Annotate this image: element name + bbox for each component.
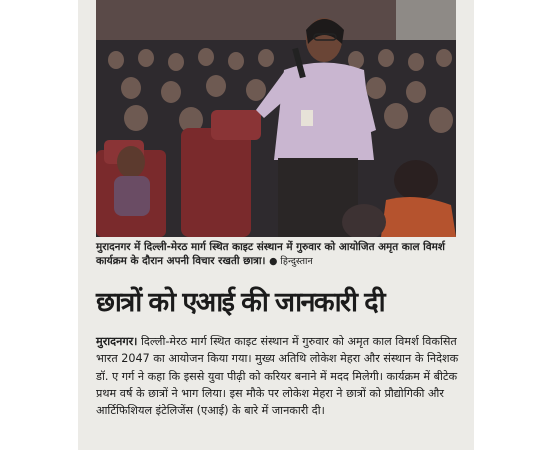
auditorium-scene xyxy=(96,0,456,237)
headline: छात्रों को एआई की जानकारी दी xyxy=(96,287,384,318)
caption-text: मुरादनगर में दिल्ली-मेरठ मार्ग स्थित काइट संस्थान में गुरुवार को आयोजित अमृत काल विमर्श कार्यक्रम के दौरान अपनी विचार रखती छात्रा। xyxy=(96,241,445,267)
article-text: दिल्ली-मेरठ मार्ग स्थित काइट संस्थान में गुरुवार को अमृत काल विमर्श विकसित भारत 2047 का आयोजन किया गया। मुख्य अतिथि लोकेश मेहरा और संस्थान के निदेशक डॉ. ए गर्ग ने कहा कि इससे युवा पीढ़ी को करियर बनाने में मदद मिलेगी। कार्यक्रम में बीटेक प्रथम वर्ष के छात्रों ने भाग लिया। इस मौके पर लोकेश मेहरा ने छात्रों को प्रौद्योगिकी और आर्टिफिशियल इंटेलिजेंस (एआई) के बारे में जानकारी दी। xyxy=(96,335,459,418)
event-photo xyxy=(96,0,456,237)
article-body xyxy=(96,333,468,419)
photo-caption xyxy=(96,240,466,269)
newspaper-clipping xyxy=(78,0,474,450)
article-dateline: मुरादनगर। xyxy=(96,335,138,348)
caption-source: ● हिन्दुस्तान xyxy=(269,256,313,267)
